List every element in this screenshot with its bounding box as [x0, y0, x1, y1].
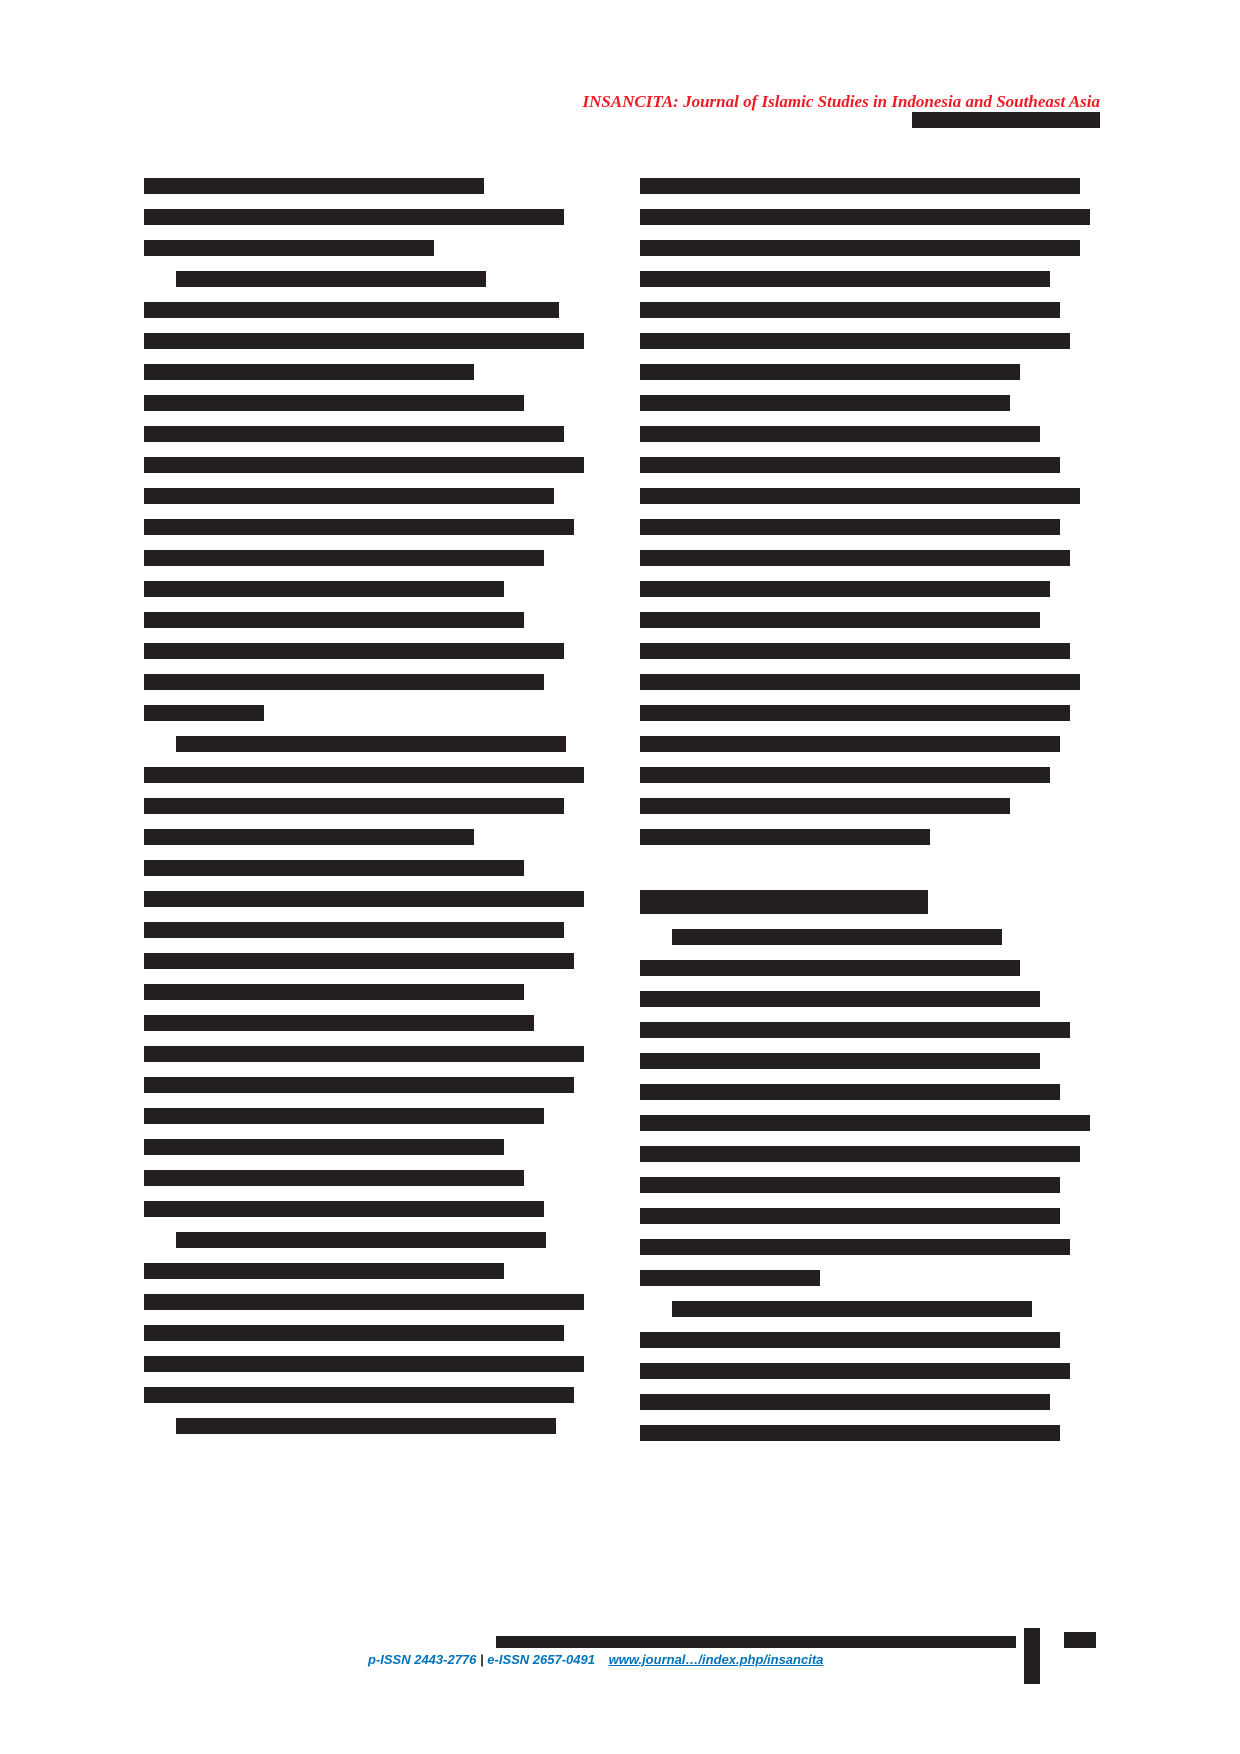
text-line	[640, 1425, 1060, 1441]
text-line	[144, 891, 584, 907]
text-line	[144, 1170, 524, 1186]
text-line	[144, 705, 264, 721]
left-column	[144, 178, 596, 1449]
text-line	[640, 705, 1070, 721]
text-line	[640, 178, 1080, 194]
text-line	[640, 1394, 1050, 1410]
text-line	[176, 1418, 556, 1434]
text-line	[144, 829, 474, 845]
text-line	[640, 395, 1010, 411]
text-line	[144, 550, 544, 566]
journal-url-link[interactable]: www.journal…/index.php/insancita	[608, 1652, 824, 1667]
text-line	[640, 240, 1080, 256]
journal-title: INSANCITA: Journal of Islamic Studies in Indonesia and Southeast Asia	[582, 92, 1100, 111]
text-line	[640, 1177, 1060, 1193]
text-line	[640, 1146, 1080, 1162]
text-line	[640, 643, 1070, 659]
text-line	[640, 333, 1070, 349]
text-line	[144, 1015, 534, 1031]
text-line	[144, 1356, 584, 1372]
text-line	[640, 1115, 1090, 1131]
issn-separator: |	[480, 1652, 484, 1667]
text-line	[640, 1239, 1070, 1255]
text-line	[640, 426, 1040, 442]
text-line	[640, 798, 1010, 814]
text-line	[640, 1022, 1070, 1038]
issn-print: p-ISSN 2443-2776	[368, 1652, 477, 1667]
right-column	[640, 178, 1092, 1456]
text-line	[144, 767, 584, 783]
text-line	[640, 457, 1060, 473]
text-line	[640, 364, 1020, 380]
text-line	[640, 1208, 1060, 1224]
text-line	[144, 1077, 574, 1093]
text-line	[640, 1332, 1060, 1348]
text-line	[144, 178, 484, 194]
text-line	[640, 519, 1060, 535]
text-line	[640, 991, 1040, 1007]
text-line	[144, 643, 564, 659]
text-line	[144, 674, 544, 690]
text-line	[640, 1053, 1040, 1069]
text-line	[144, 1294, 584, 1310]
text-line	[640, 674, 1080, 690]
text-line	[144, 984, 524, 1000]
text-line	[144, 457, 584, 473]
text-line	[144, 333, 584, 349]
text-line	[144, 860, 524, 876]
text-line	[144, 519, 574, 535]
page-number	[1064, 1632, 1096, 1648]
text-line	[640, 550, 1070, 566]
text-line	[144, 581, 504, 597]
footer-issn-line	[368, 1652, 823, 1667]
text-line	[144, 1325, 564, 1341]
text-line	[144, 240, 434, 256]
text-line	[144, 612, 524, 628]
text-line	[144, 426, 564, 442]
footer-divider	[1024, 1628, 1040, 1684]
text-line	[640, 736, 1060, 752]
text-line	[144, 395, 524, 411]
text-line	[144, 798, 564, 814]
text-line	[144, 922, 564, 938]
text-line	[144, 1263, 504, 1279]
text-line	[672, 929, 1002, 945]
text-line	[640, 271, 1050, 287]
text-line	[144, 1108, 544, 1124]
text-line	[640, 612, 1040, 628]
text-line	[144, 1139, 504, 1155]
text-line	[144, 209, 564, 225]
text-line	[640, 581, 1050, 597]
issn-online: e-ISSN 2657-0491	[487, 1652, 595, 1667]
text-line	[672, 1301, 1032, 1317]
text-line	[640, 488, 1080, 504]
text-line	[640, 960, 1020, 976]
text-line	[176, 736, 566, 752]
text-line	[640, 829, 930, 845]
text-line	[144, 953, 574, 969]
section-heading	[640, 890, 928, 914]
text-line	[144, 1387, 574, 1403]
text-line	[144, 1046, 584, 1062]
text-line	[144, 488, 554, 504]
text-line	[144, 1201, 544, 1217]
text-line	[144, 302, 559, 318]
text-line	[144, 364, 474, 380]
text-line	[640, 209, 1090, 225]
text-line	[640, 302, 1060, 318]
text-line	[176, 1232, 546, 1248]
text-line	[640, 1270, 820, 1286]
section-gap	[640, 860, 1092, 890]
text-line	[176, 271, 486, 287]
text-line	[640, 1084, 1060, 1100]
text-line	[640, 1363, 1070, 1379]
footer-citation-redacted	[496, 1636, 1016, 1648]
text-line	[640, 767, 1050, 783]
volume-issue-redacted	[912, 112, 1100, 128]
